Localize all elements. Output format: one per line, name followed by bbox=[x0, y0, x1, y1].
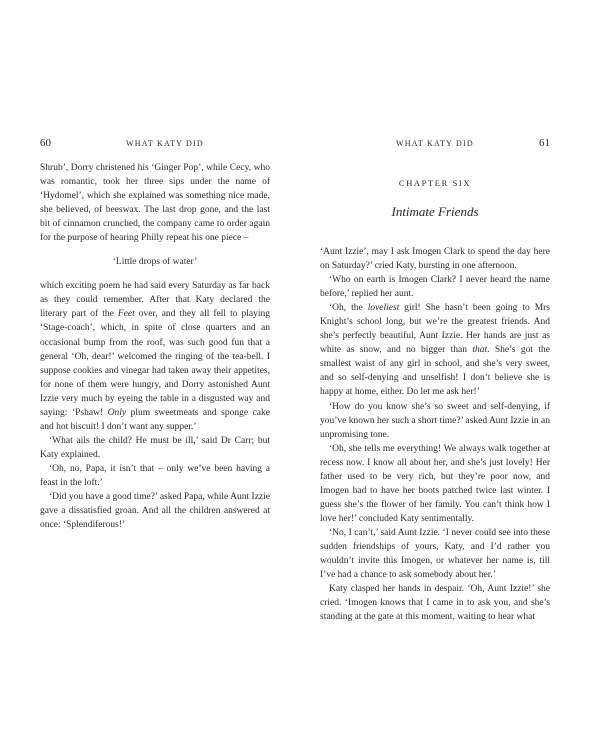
paragraph: Shrub’, Dorry christened his ‘Ginger Pop’, while Cecy, who was romantic, took her three sips under the name of ‘Hydomel’, which she explained was something nice made, she believed, of beeswax. The last drop gone, and the last bit of cinnamon crunched, the company came to order again for the purpose of hearing Philly repeat his one piece – bbox=[40, 163, 270, 244]
chapter-label: CHAPTER SIX bbox=[398, 178, 472, 188]
body-text bbox=[320, 245, 550, 624]
running-header bbox=[40, 139, 270, 151]
paragraph: ‘Oh, the loveliest girl! She hasn’t been going to Mrs Knight’s school long, but we’re the greatest friends. And she’s perfectly beautiful, Aunt Izzie. Her hands are just as white as snow, and no bigger than that. She’s got the smallest waist of any girl in school, and she’s very sweet, and so self-denying and unselfish! I don’t believe she is happy at home, either. Do let me ask her!’ bbox=[320, 303, 550, 398]
paragraph: ‘No, I can’t,’ said Aunt Izzie. ‘I never could see into these sudden friendships of yours, Katy, and I’d rather you wouldn’t invite this Imogen, or whatever her name is, till I’ve had a chance to ask somebody about her.’ bbox=[320, 527, 550, 581]
italic-text: Only bbox=[107, 407, 127, 418]
paragraph: Katy clasped her hands in despair. ‘Oh, Aunt Izzie!’ she cried. ‘Imogen knows that I came in to ask you, and she’s standing at the gate at this moment, waiting to hear what bbox=[320, 584, 550, 623]
paragraph: ‘Did you have a good time?’ asked Papa, while Aunt Izzie gave a dissatisfied groan. And all the children answered at once: ‘Splendiferous!’ bbox=[40, 492, 270, 531]
paragraph: ‘Aunt Izzie’, may I ask Imogen Clark to spend the day here on Saturday?’ cried Katy, bursting in one afternoon. bbox=[320, 247, 550, 272]
body-text bbox=[40, 161, 270, 532]
paragraph: ‘Oh, she tells me everything! We always walk together at recess now. I know all about her, and she’s just lovely! Her father used to be very rich, but they’re poor now, and Imogen had to have her boots patched twice last winter. I guess she’s the flower of her family. You can’t think how I love her!’ concluded Katy sentimentally. bbox=[320, 443, 550, 524]
page-number: 60 bbox=[40, 137, 51, 149]
verse-quote: ‘Little drops of water’ bbox=[112, 257, 198, 268]
paragraph: ‘Oh, no, Papa, it isn’t that – only we’ve been having a feast in the loft.’ bbox=[40, 463, 270, 488]
paragraph: ‘How do you know she’s so sweet and self-denying, if you’ve known her such a short time?’ asked Aunt Izzie in an unpromising tone. bbox=[320, 401, 550, 440]
running-head-title: WHAT KATY DID bbox=[396, 139, 474, 148]
paragraph: ‘What ails the child? He must be ill,’ said Dr Carr; but Katy explained. bbox=[40, 435, 270, 460]
running-head-title: WHAT KATY DID bbox=[126, 139, 204, 148]
page-number: 61 bbox=[539, 137, 550, 149]
italic-text: loveliest bbox=[367, 303, 400, 314]
chapter-title: Intimate Friends bbox=[391, 204, 479, 219]
paragraph: ‘Who on earth is Imogen Clark? I never heard the name before,’ replied her aunt. bbox=[320, 275, 550, 300]
running-header bbox=[320, 139, 550, 151]
italic-text: that bbox=[472, 345, 488, 356]
paragraph: which exciting poem he had said every Saturday as far back as they could remember. After that Katy declared the literary part of the Feet over, and they all fell to playing ‘Stage-coach’, which, in spite of close quarters and an occasional bump from the roof, was such good fun that a general ‘Oh, dear!’ welcomed the ringing of the tea-bell. I suppose cookies and vinegar had taken away their appetites, for none of them were hungry, and Dorry astonished Aunt Izzie very much by eyeing the table in a disgusted way and saying: ‘Pshaw! Only plum sweetmeats and sponge cake and hot biscuit! I don’t want any supper.’ bbox=[40, 281, 271, 432]
italic-text: Feet bbox=[117, 309, 135, 320]
